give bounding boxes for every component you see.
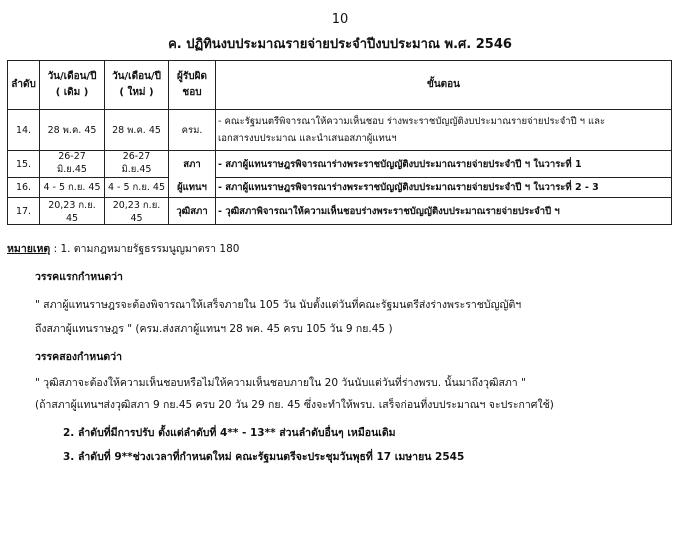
paragraph-1-line-1: " สภาผู้แทนราษฎรจะต้องพิจารณาให้เสร็จภายใน 105 วัน นับตั้งแต่วันที่คณะรัฐมนตรีส่งร่างพระราชบัญญัติฯ	[35, 299, 522, 311]
header-new-date-sub: ( ใหม่ )	[119, 87, 154, 98]
row-new-date: 28 พ.ค. 45	[105, 110, 169, 151]
row-seq: 16.	[8, 178, 40, 198]
row-seq: 15.	[8, 151, 40, 178]
paragraph-2-line-1: " วุฒิสภาจะต้องให้ความเห็นชอบหรือไม่ให้ความเห็นชอบภายใน 20 วันนับแต่วันที่ร่างพรบ. นั้นมาถึงวุฒิสภา "	[35, 377, 526, 389]
header-responsible	[169, 61, 216, 110]
row-step-line: - คณะรัฐมนตรีพิจารณาให้ความเห็นชอบ ร่างพระราชบัญญัติงบประมาณรายจ่ายประจำปี ฯ และ	[218, 116, 606, 127]
row-step	[216, 110, 672, 151]
row-step: - วุฒิสภาพิจารณาให้ความเห็นชอบร่างพระราชบัญญัติงบประมาณรายจ่ายประจำปี ฯ	[216, 198, 672, 225]
header-original-date-sub: ( เดิม )	[55, 87, 89, 98]
table-header-row	[8, 61, 672, 110]
row-responsible: ครม.	[169, 110, 216, 151]
table-row	[8, 198, 672, 225]
note-item-1	[7, 240, 239, 257]
budget-calendar-table	[7, 60, 672, 225]
page-number: 10	[331, 12, 349, 27]
table-row	[8, 110, 672, 151]
row-seq: 17.	[8, 198, 40, 225]
row-responsible: สภา	[169, 151, 216, 178]
header-seq: ลำดับ	[8, 61, 40, 110]
paragraph-1-heading: วรรคแรกกำหนดว่า	[35, 271, 123, 283]
document-title: ค. ปฏิทินงบประมาณรายจ่ายประจำปีงบประมาณ พ.ศ. 2546	[168, 37, 512, 52]
header-responsible-sub: ชอบ	[182, 87, 202, 98]
row-responsible: ผู้แทนฯ	[169, 178, 216, 198]
paragraph-1-line-2: ถึงสภาผู้แทนราษฎร " (ครม.ส่งสภาผู้แทนฯ 28 พค. 45 ครบ 105 วัน 9 กย.45 )	[35, 323, 393, 335]
note-item-3: 3. ลำดับที่ 9**ช่วงเวลาที่กำหนดใหม่ คณะรัฐมนตรีจะประชุมวันพุธที่ 17 เมษายน 2545	[63, 451, 465, 463]
header-original-date	[40, 61, 105, 110]
row-seq: 14.	[8, 110, 40, 151]
row-step: - สภาผู้แทนราษฎรพิจารณาร่างพระราชบัญญัติงบประมาณรายจ่ายประจำปี ฯ ในวาระที่ 1	[216, 151, 672, 178]
row-original-date: 4 - 5 ก.ย. 45	[40, 178, 105, 198]
table-row	[8, 178, 672, 198]
note-item-1-text: : 1. ตามกฎหมายรัฐธรรมนูญมาตรา 180	[50, 243, 240, 255]
row-original-date: 20,23 ก.ย. 45	[40, 198, 105, 225]
header-new-date-label: วัน/เดือน/ปี	[112, 71, 161, 82]
row-step-line: เอกสารงบประมาณ และนำเสนอสภาผู้แทนฯ	[218, 133, 397, 144]
row-new-date: 4 - 5 ก.ย. 45	[105, 178, 169, 198]
paragraph-2-heading: วรรคสองกำหนดว่า	[35, 351, 123, 363]
table-row	[8, 151, 672, 178]
row-new-date: 26-27 มิ.ย.45	[105, 151, 169, 178]
header-steps: ขั้นตอน	[216, 61, 672, 110]
header-responsible-label: ผู้รับผิด	[177, 71, 207, 82]
header-new-date	[105, 61, 169, 110]
row-original-date: 28 พ.ค. 45	[40, 110, 105, 151]
paragraph-2-line-2: (ถ้าสภาผู้แทนฯส่งวุฒิสภา 9 กย.45 ครบ 20 วัน 29 กย. 45 ซึ่งจะทำให้พรบ. เสร็จก่อนที่งบประมาณฯ จะประกาศใช้)	[35, 399, 554, 411]
header-original-date-label: วัน/เดือน/ปี	[47, 71, 97, 82]
row-responsible: วุฒิสภา	[169, 198, 216, 225]
note-item-2: 2. ลำดับที่มีการปรับ ตั้งแต่ลำดับที่ 4** - 13** ส่วนลำดับอื่นๆ เหมือนเดิม	[63, 427, 396, 439]
row-new-date: 20,23 ก.ย. 45	[105, 198, 169, 225]
row-step: - สภาผู้แทนราษฎรพิจารณาร่างพระราชบัญญัติงบประมาณรายจ่ายประจำปี ฯ ในวาระที่ 2 - 3	[216, 178, 672, 198]
row-original-date: 26-27 มิ.ย.45	[40, 151, 105, 178]
notes-label: หมายเหตุ	[7, 243, 51, 255]
